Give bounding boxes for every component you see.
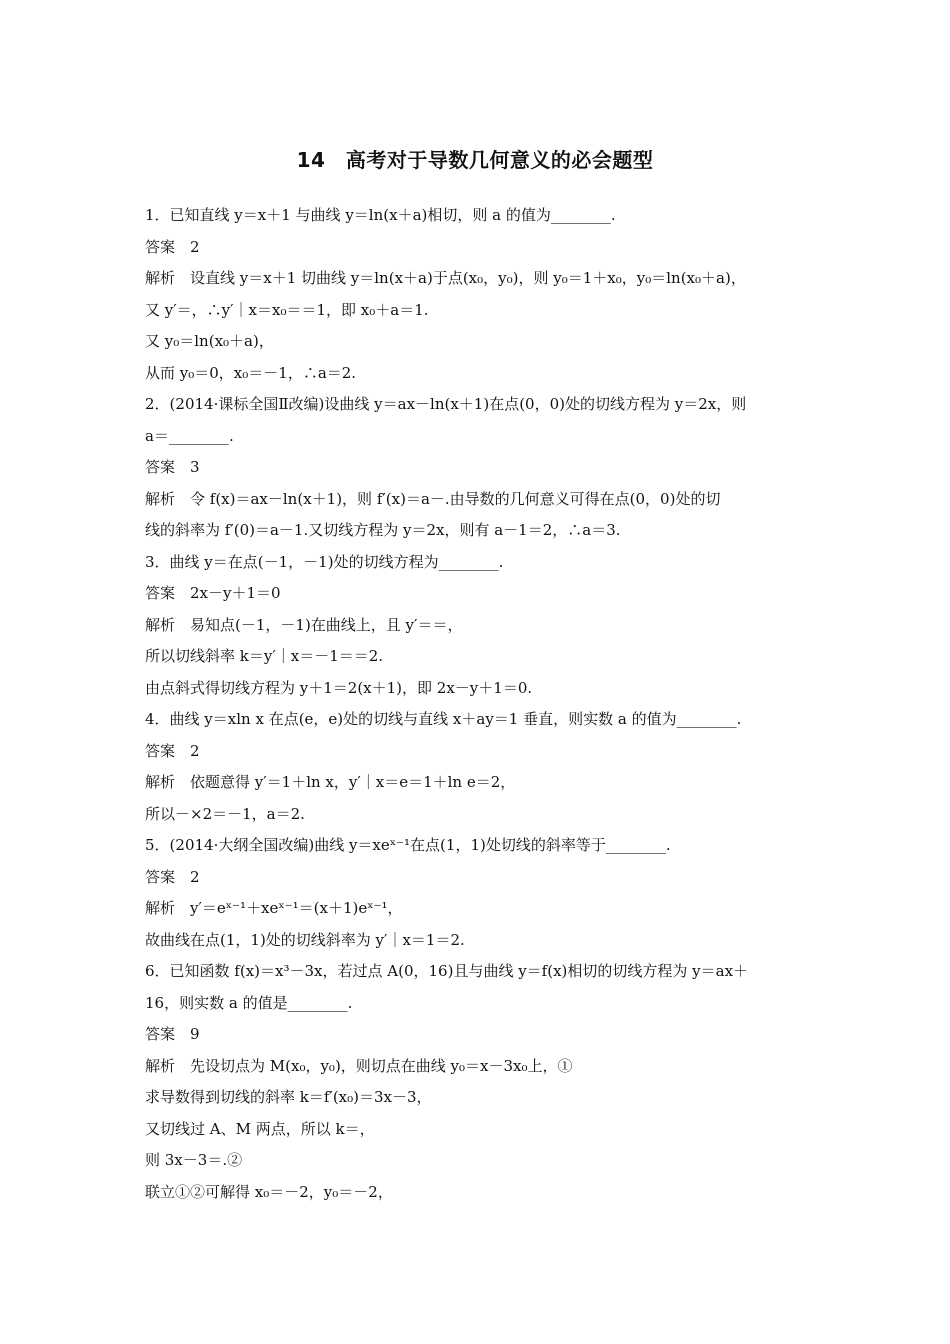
text-line: 联立①②可解得 x₀＝－2，y₀＝－2，: [145, 1182, 393, 1201]
text-line: 2．(2014·课标全国Ⅱ改编)设曲线 y＝ax－ln(x＋1)在点(0，0)处的切线方程为 y＝2x，则: [145, 395, 747, 413]
text-line: 答案 2: [145, 237, 200, 256]
text-line: 线的斜率为 f′(0)＝a－1.又切线方程为 y＝2x，则有 a－1＝2，∴a＝3.: [145, 521, 621, 539]
text-line: 1．已知直线 y＝x＋1 与曲线 y＝ln(x＋a)相切，则 a 的值为________.: [145, 206, 616, 224]
text-line: 从而 y₀＝0，x₀＝－1，∴a＝2.: [145, 363, 357, 382]
text-line: 又切线过 A、M 两点，所以 k＝，: [145, 1119, 375, 1138]
text-line: 则 3x－3＝.②: [145, 1151, 243, 1169]
text-line: 又 y₀＝ln(x₀＋a)，: [145, 332, 274, 350]
text-line: 6．已知函数 f(x)＝x³－3x，若过点 A(0，16)且与曲线 y＝f(x)相切的切线方程为 y＝ax＋: [145, 962, 749, 980]
text-line: 解析 令 f(x)＝ax－ln(x＋1)，则 f′(x)＝a－.由导数的几何意义可得在点(0，0)处的切: [145, 489, 721, 508]
text-line: 答案 2: [145, 741, 200, 760]
text-line: 16，则实数 a 的值是________.: [145, 993, 353, 1012]
page-title: 14 高考对于导数几何意义的必会题型: [296, 148, 654, 172]
text-line: 由点斜式得切线方程为 y＋1＝2(x＋1)，即 2x－y＋1＝0.: [145, 678, 533, 697]
document-body: [145, 200, 815, 1208]
text-line: 解析 先设切点为 M(x₀，y₀)，则切点在曲线 y₀＝x－3x₀上，①: [145, 1056, 573, 1075]
text-line: 所以切线斜率 k＝y′｜x＝－1＝＝2.: [145, 647, 384, 665]
text-line: a＝________.: [145, 426, 234, 445]
text-line: 所以－×2＝－1，a＝2.: [145, 804, 305, 823]
text-line: 答案 9: [145, 1025, 200, 1043]
text-line: 解析 设直线 y＝x＋1 切曲线 y＝ln(x＋a)于点(x₀，y₀)，则 y₀＝1＋x₀，y₀＝ln(x₀＋a)，: [145, 269, 746, 287]
text-line: 答案 3: [145, 458, 200, 476]
text-line: 故曲线在点(1，1)处的切线斜率为 y′｜x＝1＝2.: [145, 930, 465, 949]
text-line: 答案 2: [145, 867, 200, 886]
text-line: 5．(2014·大纲全国改编)曲线 y＝xeˣ⁻¹在点(1，1)处切线的斜率等于________.: [145, 836, 671, 854]
text-line: 求导数得到切线的斜率 k＝f′(x₀)＝3x－3，: [145, 1088, 432, 1106]
text-line: 答案 2x－y＋1＝0: [145, 584, 281, 602]
text-line: 解析 y′＝eˣ⁻¹＋xeˣ⁻¹＝(x＋1)eˣ⁻¹，: [145, 899, 403, 917]
text-line: 解析 依题意得 y′＝1＋ln x，y′｜x＝e＝1＋ln e＝2，: [145, 773, 516, 791]
text-line: 又 y′＝，∴y′｜x＝x₀＝＝1，即 x₀＋a＝1.: [145, 300, 429, 319]
text-line: 3．曲线 y＝在点(－1，－1)处的切线方程为________.: [145, 552, 504, 571]
text-line: 解析 易知点(－1，－1)在曲线上，且 y′＝＝，: [145, 615, 463, 634]
text-line: 4．曲线 y＝xln x 在点(e，e)处的切线与直线 x＋ay＝1 垂直，则实数 a 的值为________.: [145, 710, 742, 728]
